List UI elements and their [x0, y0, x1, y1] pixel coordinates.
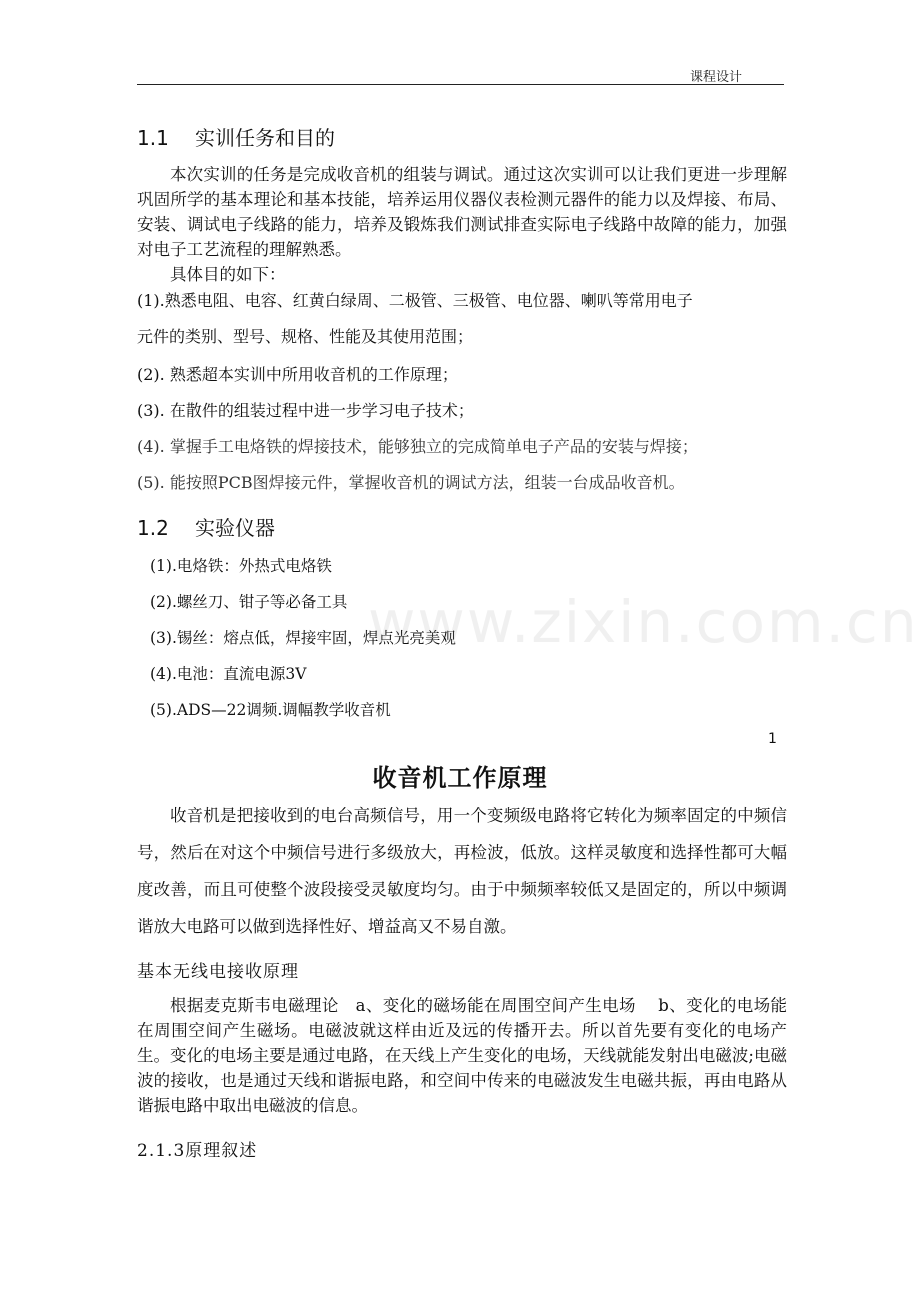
list-item: (3). 在散件的组装过程中进一步学习电子技术；: [137, 401, 474, 420]
page-number: 1: [768, 731, 777, 747]
instrument-item: (2).螺丝刀、钳子等必备工具: [150, 593, 348, 611]
instrument-item: (3).锡丝：熔点低，焊接牢固，焊点光亮美观: [150, 629, 456, 647]
instrument-item: (4).电池：直流电源3V: [150, 665, 307, 683]
chapter-title: 收音机工作原理: [372, 764, 548, 792]
section-number: 1.2: [137, 516, 169, 540]
subsection-heading-2-1-3: 2.1.3原理叙述: [137, 1141, 258, 1161]
list-item: (4). 掌握手工电烙铁的焊接技术，能够独立的完成简单电子产品的安装与焊接；: [137, 437, 698, 456]
list-item: (5). 能按照PCB图焊接元件，掌握收音机的调试方法，组装一台成品收音机。: [137, 473, 685, 492]
section-number: 1.1: [137, 126, 169, 150]
header-rule: [137, 84, 784, 85]
section-title: 实训任务和目的: [195, 126, 335, 150]
section-1-2-heading: [137, 512, 275, 541]
instrument-item: (5).ADS—22调频.调幅教学收音机: [150, 701, 391, 719]
subsection-body: [137, 993, 787, 1118]
section-1-1-heading: [137, 122, 335, 151]
paragraph: 根据麦克斯韦电磁理论 a、变化的磁场能在周围空间产生电场 b、变化的电场能在周围空间产生磁场。电磁波就这样由近及远的传播开去。所以首先要有变化的电场产生。变化的电场主要是通过电路，在天线上产生变化的电场，天线就能发射出电磁波;电磁波的接收，也是通过天线和谐振电路，和空间中传来的电磁波发生电磁共振，再由电路从谐振电路中取出电磁波的信息。: [137, 996, 787, 1115]
paragraph-intro: 具体目的如下：: [170, 265, 286, 284]
header-label: 课程设计: [690, 70, 743, 85]
subsection-heading: 基本无线电接收原理: [137, 962, 299, 982]
paragraph: 收音机是把接收到的电台高频信号，用一个变频级电路将它转化为频率固定的中频信号，然后在对这个中频信号进行多级放大，再检波，低放。这样灵敏度和选择性都可大幅度改善，而且可使整个波段接受灵敏度均匀。由于中频频率较低又是固定的，所以中频调谐放大电路可以做到选择性好、增益高又不易自激。: [137, 806, 787, 936]
section-title: 实验仪器: [195, 516, 275, 540]
list-item: (1).熟悉电阻、电容、红黄白绿周、二极管、三极管、电位器、喇叭等常用电子: [137, 291, 693, 310]
section-1-1-body: [137, 162, 787, 287]
paragraph: 本次实训的任务是完成收音机的组装与调试。通过这次实训可以让我们更进一步理解巩固所学的基本理论和基本技能，培养运用仪器仪表检测元器件的能力以及焊接、布局、安装、调试电子线路的能力，培养及锻炼我们测试排查实际电子线路中故障的能力，加强对电子工艺流程的理解熟悉。: [137, 165, 787, 259]
list-item: (2). 熟悉超本实训中所用收音机的工作原理；: [137, 365, 458, 384]
chapter-body: [137, 797, 787, 945]
instrument-item: (1).电烙铁：外热式电烙铁: [150, 557, 332, 575]
list-item: 元件的类别、型号、规格、性能及其使用范围；: [137, 327, 474, 346]
watermark: www.zixin.com.cn: [368, 588, 919, 656]
